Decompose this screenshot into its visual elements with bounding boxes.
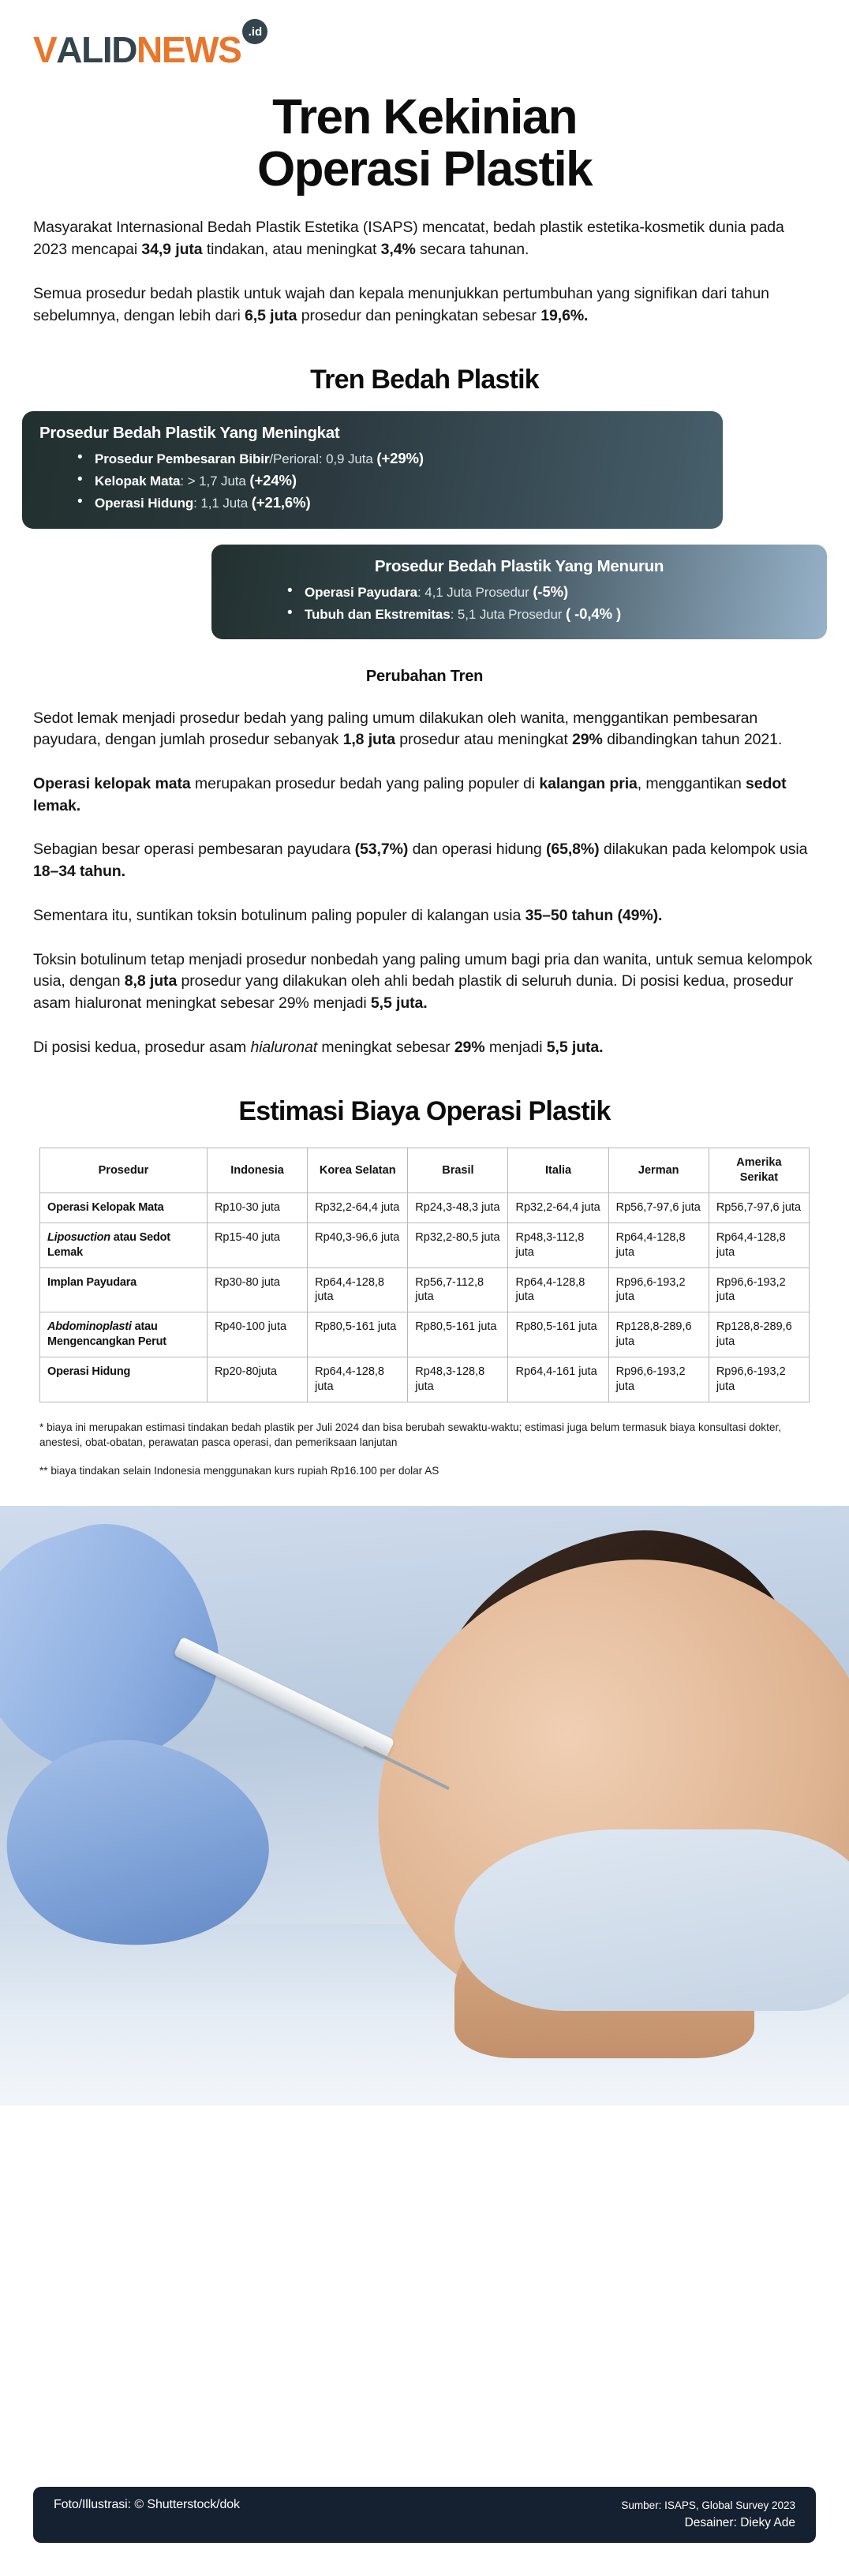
cost-row-value: Rp128,8-289,6 juta (709, 1312, 809, 1357)
cost-row-value: Rp32,2-64,4 juta (508, 1193, 608, 1222)
increasing-procedure-item (74, 447, 705, 470)
increasing-procedure-percent: (+21,6%) (251, 494, 311, 511)
cost-row-value: Rp96,6-193,2 juta (608, 1267, 709, 1312)
cost-table-column-header: Jerman (608, 1148, 709, 1193)
cost-row-value: Rp64,4-128,8 juta (308, 1357, 408, 1402)
body-text: dilakukan pada kelompok usia (599, 841, 808, 859)
emphasis-text: kalangan pria (539, 775, 638, 793)
cost-row-procedure (40, 1357, 208, 1402)
emphasis-text: (53,7%) (354, 841, 409, 859)
cost-row-value: Rp56,7-112,8 juta (408, 1267, 508, 1312)
photo-credit: Foto/Illustrasi: © Shutterstock/dok (54, 2497, 240, 2511)
procedure-italic-term: Abdominoplasti (47, 1320, 132, 1334)
cost-row-value: Rp64,4-128,8 juta (508, 1267, 608, 1312)
photo-pillow (454, 1829, 849, 2011)
body-text: Sementara itu, suntikan toksin botulinum paling populer di kalangan usia (33, 906, 525, 924)
body-text: dibandingkan tahun 2021. (602, 731, 783, 749)
card-decreasing-title: Prosedur Bedah Plastik Yang Menurun (374, 556, 664, 575)
section-heading-perubahan: Perubahan Tren (365, 667, 484, 685)
decreasing-procedure-label: Operasi Payudara (305, 584, 417, 600)
perubahan-paragraph (33, 905, 816, 927)
intro-block (0, 217, 849, 327)
cost-table-header-row (40, 1148, 810, 1193)
intro-paragraph-2 (33, 283, 816, 327)
validnews-logo[interactable] (33, 24, 263, 70)
emphasis-text: (65,8%) (545, 841, 600, 859)
page-title (0, 92, 849, 195)
decreasing-procedure-item (284, 581, 810, 603)
body-text: Di posisi kedua, prosedur asam (33, 1038, 251, 1056)
decreasing-procedure-percent: ( -0,4% ) (566, 605, 622, 622)
increasing-procedure-label: Prosedur Pembesaran Bibir (95, 451, 270, 467)
cost-row-value: Rp15-40 juta (207, 1222, 307, 1267)
cost-table-row (40, 1222, 810, 1267)
cost-row-procedure (40, 1193, 208, 1222)
cost-row-value: Rp80,5-161 juta (308, 1312, 408, 1357)
card-increasing-procedures (22, 411, 723, 528)
intro-p2-c: prosedur dan peningkatan sebesar (297, 306, 541, 324)
intro-p2-stat-procedures: 6,5 juta (245, 306, 297, 324)
emphasis-text: 8,8 juta (124, 972, 178, 990)
cost-table-column-header: Amerika Serikat (709, 1148, 809, 1193)
cost-row-value: Rp96,6-193,2 juta (608, 1357, 709, 1402)
cost-row-value: Rp24,3-48,3 juta (408, 1193, 508, 1222)
cost-row-value: Rp80,5-161 juta (508, 1312, 608, 1357)
cost-table-column-header: Italia (508, 1148, 608, 1193)
body-text: menjadi (484, 1038, 547, 1056)
emphasis-text: 5,5 juta. (546, 1038, 604, 1056)
cost-row-value: Rp40,3-96,6 juta (308, 1222, 408, 1267)
intro-p1-a: Masyarakat Internasional Bedah Plastik Estetika (ISAPS) mencatat, bedah plastik estetika-kosmetik dunia pada 2023 mencapai (33, 219, 784, 259)
cost-row-value: Rp64,4-161 juta (508, 1357, 608, 1402)
cost-table-row (40, 1193, 810, 1222)
intro-p1-e: secara tahunan. (415, 241, 529, 259)
perubahan-paragraph (33, 708, 816, 751)
cost-row-procedure (40, 1222, 208, 1267)
procedure-name-text: Implan Payudara (47, 1275, 137, 1289)
emphasis-text: 5,5 juta. (370, 994, 428, 1012)
logo-news: NEWS (137, 29, 241, 70)
cost-row-value: Rp80,5-161 juta (408, 1312, 508, 1357)
increasing-procedure-value: : 1,1 Juta (193, 496, 252, 511)
emphasis-text: 18–34 tahun. (33, 863, 125, 881)
perubahan-paragraph (33, 1037, 816, 1059)
perubahan-paragraph (33, 949, 816, 1015)
source-label: Sumber: ISAPS, Global Survey 2023 (621, 2499, 795, 2511)
card-decreasing-procedures (211, 545, 827, 639)
increasing-procedure-percent: (+29%) (376, 450, 424, 467)
logo-alid: ALID (56, 29, 137, 70)
body-text: dan operasi hidung (408, 841, 546, 859)
decreasing-procedure-label: Tubuh dan Ekstremitas (305, 606, 451, 622)
cost-row-value: Rp96,6-193,2 juta (709, 1267, 809, 1312)
emphasis-text: 1,8 juta (342, 731, 395, 749)
cost-row-value: Rp32,2-64,4 juta (308, 1193, 408, 1222)
section-heading-tren: Tren Bedah Plastik (310, 365, 539, 395)
body-text: , menggantikan (637, 775, 746, 793)
cost-row-value: Rp64,4-128,8 juta (608, 1222, 709, 1267)
procedure-italic-term: Liposuction (47, 1230, 110, 1244)
footer-meta (621, 2498, 795, 2533)
increasing-procedure-item (74, 470, 705, 492)
cost-table-column-header: Indonesia (207, 1148, 307, 1193)
body-text: Sedot lemak menjadi prosedur bedah yang paling umum dilakukan oleh wanita, menggantikan pembesaran payudara, dengan jumlah prosedur sebanyak (33, 709, 758, 749)
cost-table-row (40, 1312, 810, 1357)
intro-p1-stat-growth: 3,4% (380, 241, 416, 259)
cost-row-value: Rp40-100 juta (207, 1312, 307, 1357)
intro-p2-stat-increase: 19,6%. (540, 306, 589, 324)
body-text: prosedur yang dilakukan oleh ahli bedah plastik di seluruh dunia. Di posisi kedua, prosedur asam hialuronat meningkat sebesar 29% menjadi (33, 972, 794, 1012)
cost-row-value: Rp10-30 juta (207, 1193, 307, 1222)
increasing-procedure-label: Operasi Hidung (95, 496, 194, 511)
footer-bar (33, 2487, 816, 2544)
procedure-name-text: Operasi Kelopak Mata (47, 1200, 164, 1214)
procedure-name-text: Operasi Hidung (47, 1365, 131, 1378)
cost-row-value: Rp56,7-97,6 juta (709, 1193, 809, 1222)
decreasing-procedure-percent: (-5%) (533, 582, 569, 600)
cost-row-value: Rp32,2-80,5 juta (408, 1222, 508, 1267)
cost-table-head (40, 1148, 810, 1193)
increasing-procedure-label: Kelopak Mata (95, 474, 181, 489)
emphasis-text: 29% (572, 731, 603, 749)
designer-label: Desainer: Dieky Ade (684, 2515, 795, 2529)
hero-photo (0, 1506, 849, 2106)
emphasis-text: 35–50 tahun (49%). (525, 906, 663, 924)
cost-row-procedure (40, 1267, 208, 1312)
cost-table (39, 1148, 810, 1402)
body-text: merupakan prosedur bedah yang paling populer di (190, 775, 540, 793)
footnote-estimation: * biaya ini merupakan estimasi tindakan bedah plastik per Juli 2024 dan bisa berubah sewaktu-waktu; estimasi juga belum termasuk biaya konsultasi dokter, anestesi, obat-obatan, perawatan pasca operasi, dan pemeriksaan lanjutan (39, 1421, 781, 1449)
footnote-exchange-rate: ** biaya tindakan selain Indonesia menggunakan kurs rupiah Rp16.100 per dolar AS (39, 1464, 439, 1477)
section-heading-biaya: Estimasi Biaya Operasi Plastik (238, 1096, 611, 1127)
cost-table-column-header: Brasil (408, 1148, 508, 1193)
increasing-procedure-percent: (+24%) (249, 472, 297, 489)
decreasing-procedure-value: : 4,1 Juta Prosedur (417, 584, 533, 600)
cost-row-value: Rp56,7-97,6 juta (608, 1193, 709, 1222)
decreasing-procedure-value: : 5,1 Juta Prosedur (450, 606, 566, 622)
page-title-line2: Operasi Plastik (256, 141, 593, 197)
perubahan-paragraph (33, 839, 816, 882)
cost-row-value: Rp96,6-193,2 juta (709, 1357, 809, 1402)
body-text: Sebagian besar operasi pembesaran payudara (33, 841, 355, 859)
card-decreasing-list (229, 581, 810, 625)
increasing-procedure-value: : 0,9 Juta (318, 451, 377, 467)
cost-row-value: Rp48,3-112,8 juta (508, 1222, 608, 1267)
perubahan-body (0, 708, 849, 1059)
cost-row-value: Rp64,4-128,8 juta (709, 1222, 809, 1267)
intro-p2-a: Semua prosedur bedah plastik untuk wajah dan kepala menunjukkan pertumbuhan yang signifikan dari tahun sebelumnya, dengan lebih dari (33, 284, 769, 324)
perubahan-paragraph (33, 773, 816, 817)
emphasis-text: 29% (454, 1038, 485, 1056)
cost-table-column-header: Prosedur (40, 1148, 208, 1193)
brand-logo[interactable] (0, 0, 849, 68)
cost-table-body (40, 1193, 810, 1402)
increasing-procedure-sublabel: /Perioral (269, 451, 319, 467)
logo-id-badge: .id (242, 19, 267, 44)
cost-table-wrap (0, 1148, 849, 1402)
increasing-procedure-item (74, 492, 705, 514)
intro-p1-stat-total: 34,9 juta (141, 241, 203, 259)
card-increasing-list (39, 447, 705, 514)
intro-p1-c: tindakan, atau meningkat (202, 241, 381, 259)
logo-v: V (33, 29, 57, 70)
cost-row-value: Rp20-80juta (207, 1357, 307, 1402)
emphasis-text: Operasi kelopak mata (33, 775, 191, 793)
cost-row-value: Rp48,3-128,8 juta (408, 1357, 508, 1402)
decreasing-procedure-item (284, 603, 810, 625)
cost-row-procedure (40, 1312, 208, 1357)
intro-paragraph-1 (33, 217, 816, 260)
cost-row-value: Rp64,4-128,8 juta (308, 1267, 408, 1312)
cost-table-row (40, 1267, 810, 1312)
italic-term: hialuronat (250, 1038, 318, 1056)
procedure-name-text: atau Mengencangkan Perut (47, 1320, 166, 1349)
body-text: meningkat sebesar (317, 1038, 454, 1056)
emphasis-text: sedot lemak. (33, 775, 787, 814)
body-text: prosedur atau meningkat (395, 731, 573, 749)
cost-table-column-header: Korea Selatan (308, 1148, 408, 1193)
cost-table-row (40, 1357, 810, 1402)
card-increasing-title: Prosedur Bedah Plastik Yang Meningkat (39, 424, 340, 443)
increasing-procedure-value: : > 1,7 Juta (180, 474, 250, 489)
procedure-name-text: atau Sedot Lemak (47, 1230, 170, 1259)
cost-row-value: Rp128,8-289,6 juta (608, 1312, 709, 1357)
page-title-line1: Tren Kekinian (272, 90, 577, 144)
body-text: Toksin botulinum tetap menjadi prosedur nonbedah yang paling umum bagi pria dan wanita, untuk semua kelompok usia, dengan (33, 950, 813, 990)
cost-row-value: Rp30-80 juta (207, 1267, 307, 1312)
